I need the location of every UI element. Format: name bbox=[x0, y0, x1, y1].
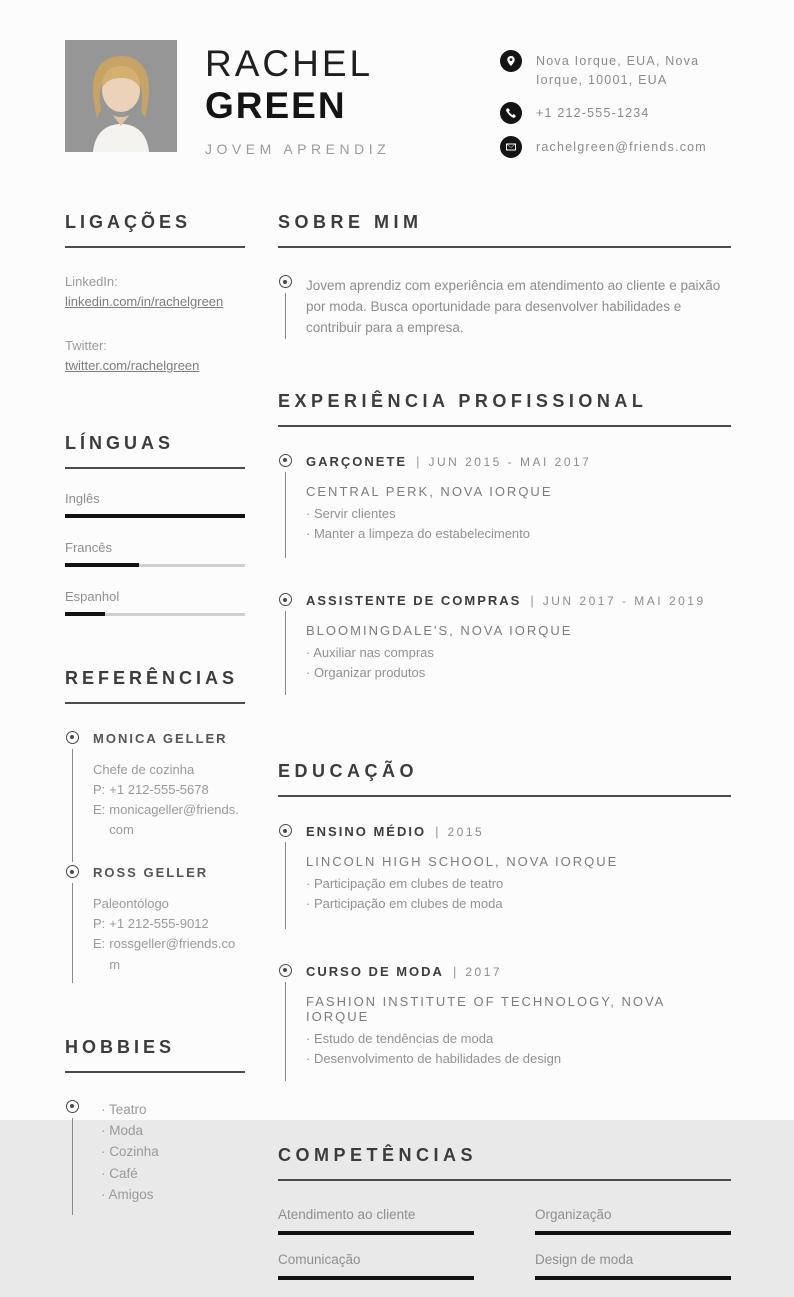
timeline-marker bbox=[278, 453, 292, 558]
bullet-dot-icon bbox=[279, 275, 292, 288]
section-title-links: LIGAÇÕES bbox=[65, 212, 245, 248]
contact-email-row bbox=[500, 136, 711, 158]
profile-photo-illustration bbox=[65, 40, 177, 152]
separator: | bbox=[416, 453, 420, 469]
skills-grid bbox=[278, 1207, 731, 1297]
spacer bbox=[306, 915, 731, 929]
bullet-line: · Estudo de tendências de moda bbox=[306, 1030, 494, 1046]
reference-phone-row bbox=[93, 914, 245, 934]
skill-bar-track bbox=[278, 1277, 474, 1280]
hobbies-body bbox=[93, 1099, 245, 1216]
education-entry bbox=[278, 963, 731, 1081]
contact-address: Nova Iorque, EUA, Nova Iorque, 10001, EUA bbox=[536, 54, 700, 87]
language-bar-fill bbox=[65, 612, 105, 616]
education-bullets bbox=[306, 874, 731, 914]
education-school: FASHION INSTITUTE OF TECHNOLOGY, NOVA IORQUE bbox=[306, 993, 665, 1024]
section-title-experience: EXPERIÊNCIA PROFISSIONAL bbox=[278, 391, 731, 427]
spacer bbox=[306, 544, 731, 558]
timeline-line bbox=[72, 1118, 73, 1216]
skill-bar-fill bbox=[278, 1276, 474, 1280]
experience-dates: JUN 2017 - MAI 2019 bbox=[542, 594, 706, 609]
education-degree: ENSINO MÉDIO bbox=[306, 824, 427, 840]
about-text: Jovem aprendiz com experiência em atendimento ao cliente e paixão por moda. Busca oportunidade para desenvolver habilidades e contribuir para a empresa. bbox=[306, 278, 721, 335]
reference-details bbox=[93, 760, 245, 841]
experience-entry bbox=[278, 453, 731, 558]
bullet-dot-icon bbox=[66, 1100, 79, 1113]
about-body bbox=[306, 274, 731, 339]
education-degree: CURSO DE MODA bbox=[306, 963, 444, 979]
education-body bbox=[306, 823, 731, 928]
spacer bbox=[306, 1069, 731, 1081]
section-links bbox=[65, 212, 245, 377]
separator: | bbox=[530, 593, 534, 609]
hobby-list bbox=[93, 1099, 245, 1206]
timeline-marker bbox=[278, 592, 292, 695]
skill-bar-fill bbox=[535, 1276, 731, 1280]
hobby: · Teatro bbox=[101, 1101, 147, 1117]
experience-head bbox=[306, 592, 731, 608]
bullet-dot-icon bbox=[279, 593, 292, 606]
skill-item bbox=[535, 1207, 731, 1235]
reference-phone-row bbox=[93, 780, 245, 800]
bullet-dot-icon bbox=[279, 454, 292, 467]
education-school: LINCOLN HIGH SCHOOL, NOVA IORQUE bbox=[306, 854, 619, 870]
reference-email: monicageller@friends.com bbox=[109, 801, 239, 838]
section-education bbox=[278, 761, 731, 1081]
bullet-line: · Auxiliar nas compras bbox=[306, 645, 434, 661]
reference-body bbox=[93, 730, 245, 863]
reference-phone: +1 212-555-9012 bbox=[109, 916, 209, 932]
experience-bullets bbox=[306, 504, 731, 544]
location-icon bbox=[500, 50, 522, 72]
language-bar-fill bbox=[65, 514, 245, 518]
email-label: E: bbox=[93, 801, 106, 817]
twitter-link[interactable]: twitter.com/rachelgreen bbox=[65, 357, 200, 373]
sidebar bbox=[65, 212, 245, 1297]
skill-name: Comunicação bbox=[278, 1251, 361, 1267]
separator: | bbox=[452, 963, 457, 979]
hobby: · Moda bbox=[101, 1123, 144, 1139]
timeline-line bbox=[285, 982, 286, 1081]
timeline-line bbox=[285, 611, 286, 695]
bullet-line: · Servir clientes bbox=[306, 505, 396, 521]
contact-email: rachelgreen@friends.com bbox=[536, 139, 707, 154]
experience-company: BLOOMINGDALE'S, NOVA IORQUE bbox=[306, 623, 573, 639]
timeline-line bbox=[72, 883, 73, 983]
spacer bbox=[306, 683, 731, 695]
reference-body bbox=[93, 864, 245, 983]
education-dates: 2015 bbox=[447, 825, 485, 840]
reference-email: rossgeller@friends.com bbox=[109, 936, 236, 972]
language-bar-track bbox=[65, 613, 245, 616]
skill-item bbox=[535, 1252, 731, 1280]
section-about bbox=[278, 212, 731, 339]
separator: | bbox=[435, 824, 439, 840]
timeline-marker bbox=[278, 274, 292, 339]
section-references bbox=[65, 668, 245, 983]
reference-role: Paleontólogo bbox=[93, 896, 169, 912]
skill-bar-track bbox=[535, 1277, 731, 1280]
main-content bbox=[278, 212, 731, 1297]
skill-name: Design de moda bbox=[535, 1251, 634, 1267]
skill-bar-track bbox=[278, 1232, 474, 1235]
experience-role: GARÇONETE bbox=[306, 453, 408, 469]
section-title-education: EDUCAÇÃO bbox=[278, 761, 731, 797]
bullet-line: · Desenvolvimento de habilidades de design bbox=[306, 1050, 562, 1066]
language-bar-fill bbox=[65, 563, 139, 567]
reference-item bbox=[65, 864, 245, 983]
bullet-dot-icon bbox=[279, 824, 292, 837]
link-item-linkedin bbox=[65, 272, 245, 312]
language-name: Espanhol bbox=[65, 588, 120, 604]
language-item bbox=[65, 491, 245, 518]
hobby: · Amigos bbox=[101, 1187, 154, 1203]
link-item-twitter bbox=[65, 336, 245, 376]
skill-item bbox=[278, 1207, 474, 1235]
section-title-about: SOBRE MIM bbox=[278, 212, 731, 248]
bullet-line: · Organizar produtos bbox=[306, 665, 426, 681]
section-hobbies bbox=[65, 1037, 245, 1216]
experience-body bbox=[306, 592, 731, 695]
contact-address-row bbox=[500, 50, 711, 90]
link-label: LinkedIn: bbox=[65, 274, 118, 289]
bullet-dot-icon bbox=[66, 865, 79, 878]
spacer bbox=[93, 1205, 245, 1215]
name-block bbox=[205, 38, 430, 157]
experience-dates: JUN 2015 - MAI 2017 bbox=[428, 454, 592, 469]
skill-bar-track bbox=[535, 1232, 731, 1235]
timeline-line bbox=[285, 842, 286, 928]
experience-head bbox=[306, 453, 731, 469]
last-name: GREEN bbox=[205, 84, 347, 126]
skill-bar-fill bbox=[278, 1231, 474, 1235]
timeline-marker bbox=[65, 1099, 79, 1216]
experience-body bbox=[306, 453, 731, 558]
phone-icon bbox=[500, 102, 522, 124]
section-title-hobbies: HOBBIES bbox=[65, 1037, 245, 1073]
bullet-line: · Participação em clubes de moda bbox=[306, 896, 503, 912]
education-entry bbox=[278, 823, 731, 928]
section-languages bbox=[65, 433, 245, 616]
contact-phone-row bbox=[500, 102, 711, 124]
first-name: RACHEL bbox=[205, 43, 374, 84]
reference-role: Chefe de cozinha bbox=[93, 761, 195, 777]
linkedin-link[interactable]: linkedin.com/in/rachelgreen bbox=[65, 293, 224, 309]
about-item bbox=[278, 274, 731, 339]
header bbox=[65, 38, 730, 190]
language-name: Inglês bbox=[65, 490, 100, 506]
reference-phone: +1 212-555-5678 bbox=[109, 781, 209, 797]
timeline-line bbox=[285, 472, 286, 558]
skill-name: Atendimento ao cliente bbox=[278, 1206, 416, 1222]
language-item bbox=[65, 589, 245, 616]
skill-item bbox=[278, 1252, 474, 1280]
section-experience bbox=[278, 391, 731, 696]
content-columns bbox=[65, 212, 730, 1297]
skill-bar-fill bbox=[535, 1231, 731, 1235]
timeline-line bbox=[285, 293, 286, 339]
experience-role: ASSISTENTE DE COMPRAS bbox=[306, 593, 522, 609]
reference-name: MONICA GELLER bbox=[93, 730, 228, 746]
language-bar-track bbox=[65, 564, 245, 567]
section-title-skills: COMPETÊNCIAS bbox=[278, 1145, 731, 1181]
reference-item bbox=[65, 730, 245, 863]
email-icon bbox=[500, 136, 522, 158]
timeline-marker bbox=[278, 823, 292, 928]
education-head bbox=[306, 823, 731, 839]
education-body bbox=[306, 963, 731, 1081]
phone-label: P: bbox=[93, 916, 106, 932]
education-dates: 2017 bbox=[465, 964, 503, 979]
bullet-dot-icon bbox=[66, 731, 79, 744]
bullet-line: · Participação em clubes de teatro bbox=[306, 876, 504, 892]
timeline-marker bbox=[65, 864, 79, 983]
experience-entry bbox=[278, 592, 731, 695]
reference-email-row bbox=[93, 934, 245, 974]
timeline-marker bbox=[65, 730, 79, 863]
language-bar-track bbox=[65, 515, 245, 518]
education-bullets bbox=[306, 1029, 731, 1069]
bullet-line: · Manter a limpeza do estabelecimento bbox=[306, 525, 531, 541]
email-label: E: bbox=[93, 936, 106, 952]
reference-details bbox=[93, 894, 245, 975]
language-name: Francês bbox=[65, 539, 112, 555]
hobbies-item bbox=[65, 1099, 245, 1216]
spacer bbox=[93, 840, 245, 862]
timeline-marker bbox=[278, 963, 292, 1081]
contact-block bbox=[500, 50, 711, 170]
profile-photo bbox=[65, 40, 177, 152]
education-head bbox=[306, 963, 731, 979]
experience-company: CENTRAL PERK, NOVA IORQUE bbox=[306, 483, 553, 499]
timeline-line bbox=[72, 749, 73, 863]
experience-bullets bbox=[306, 643, 731, 683]
spacer bbox=[93, 975, 245, 983]
link-label: Twitter: bbox=[65, 338, 107, 354]
job-title: JOVEM APRENDIZ bbox=[205, 141, 391, 158]
contact-phone: +1 212-555-1234 bbox=[536, 105, 650, 120]
phone-label: P: bbox=[93, 781, 106, 797]
hobby: · Cozinha bbox=[101, 1144, 159, 1160]
reference-name: ROSS GELLER bbox=[93, 865, 209, 881]
language-item bbox=[65, 540, 245, 567]
reference-email-row bbox=[93, 800, 245, 840]
section-title-languages: LÍNGUAS bbox=[65, 433, 245, 469]
bullet-dot-icon bbox=[279, 964, 292, 977]
section-skills bbox=[278, 1145, 731, 1297]
skill-name: Organização bbox=[535, 1206, 612, 1222]
hobby: · Café bbox=[101, 1165, 138, 1181]
section-title-references: REFERÊNCIAS bbox=[65, 668, 245, 704]
